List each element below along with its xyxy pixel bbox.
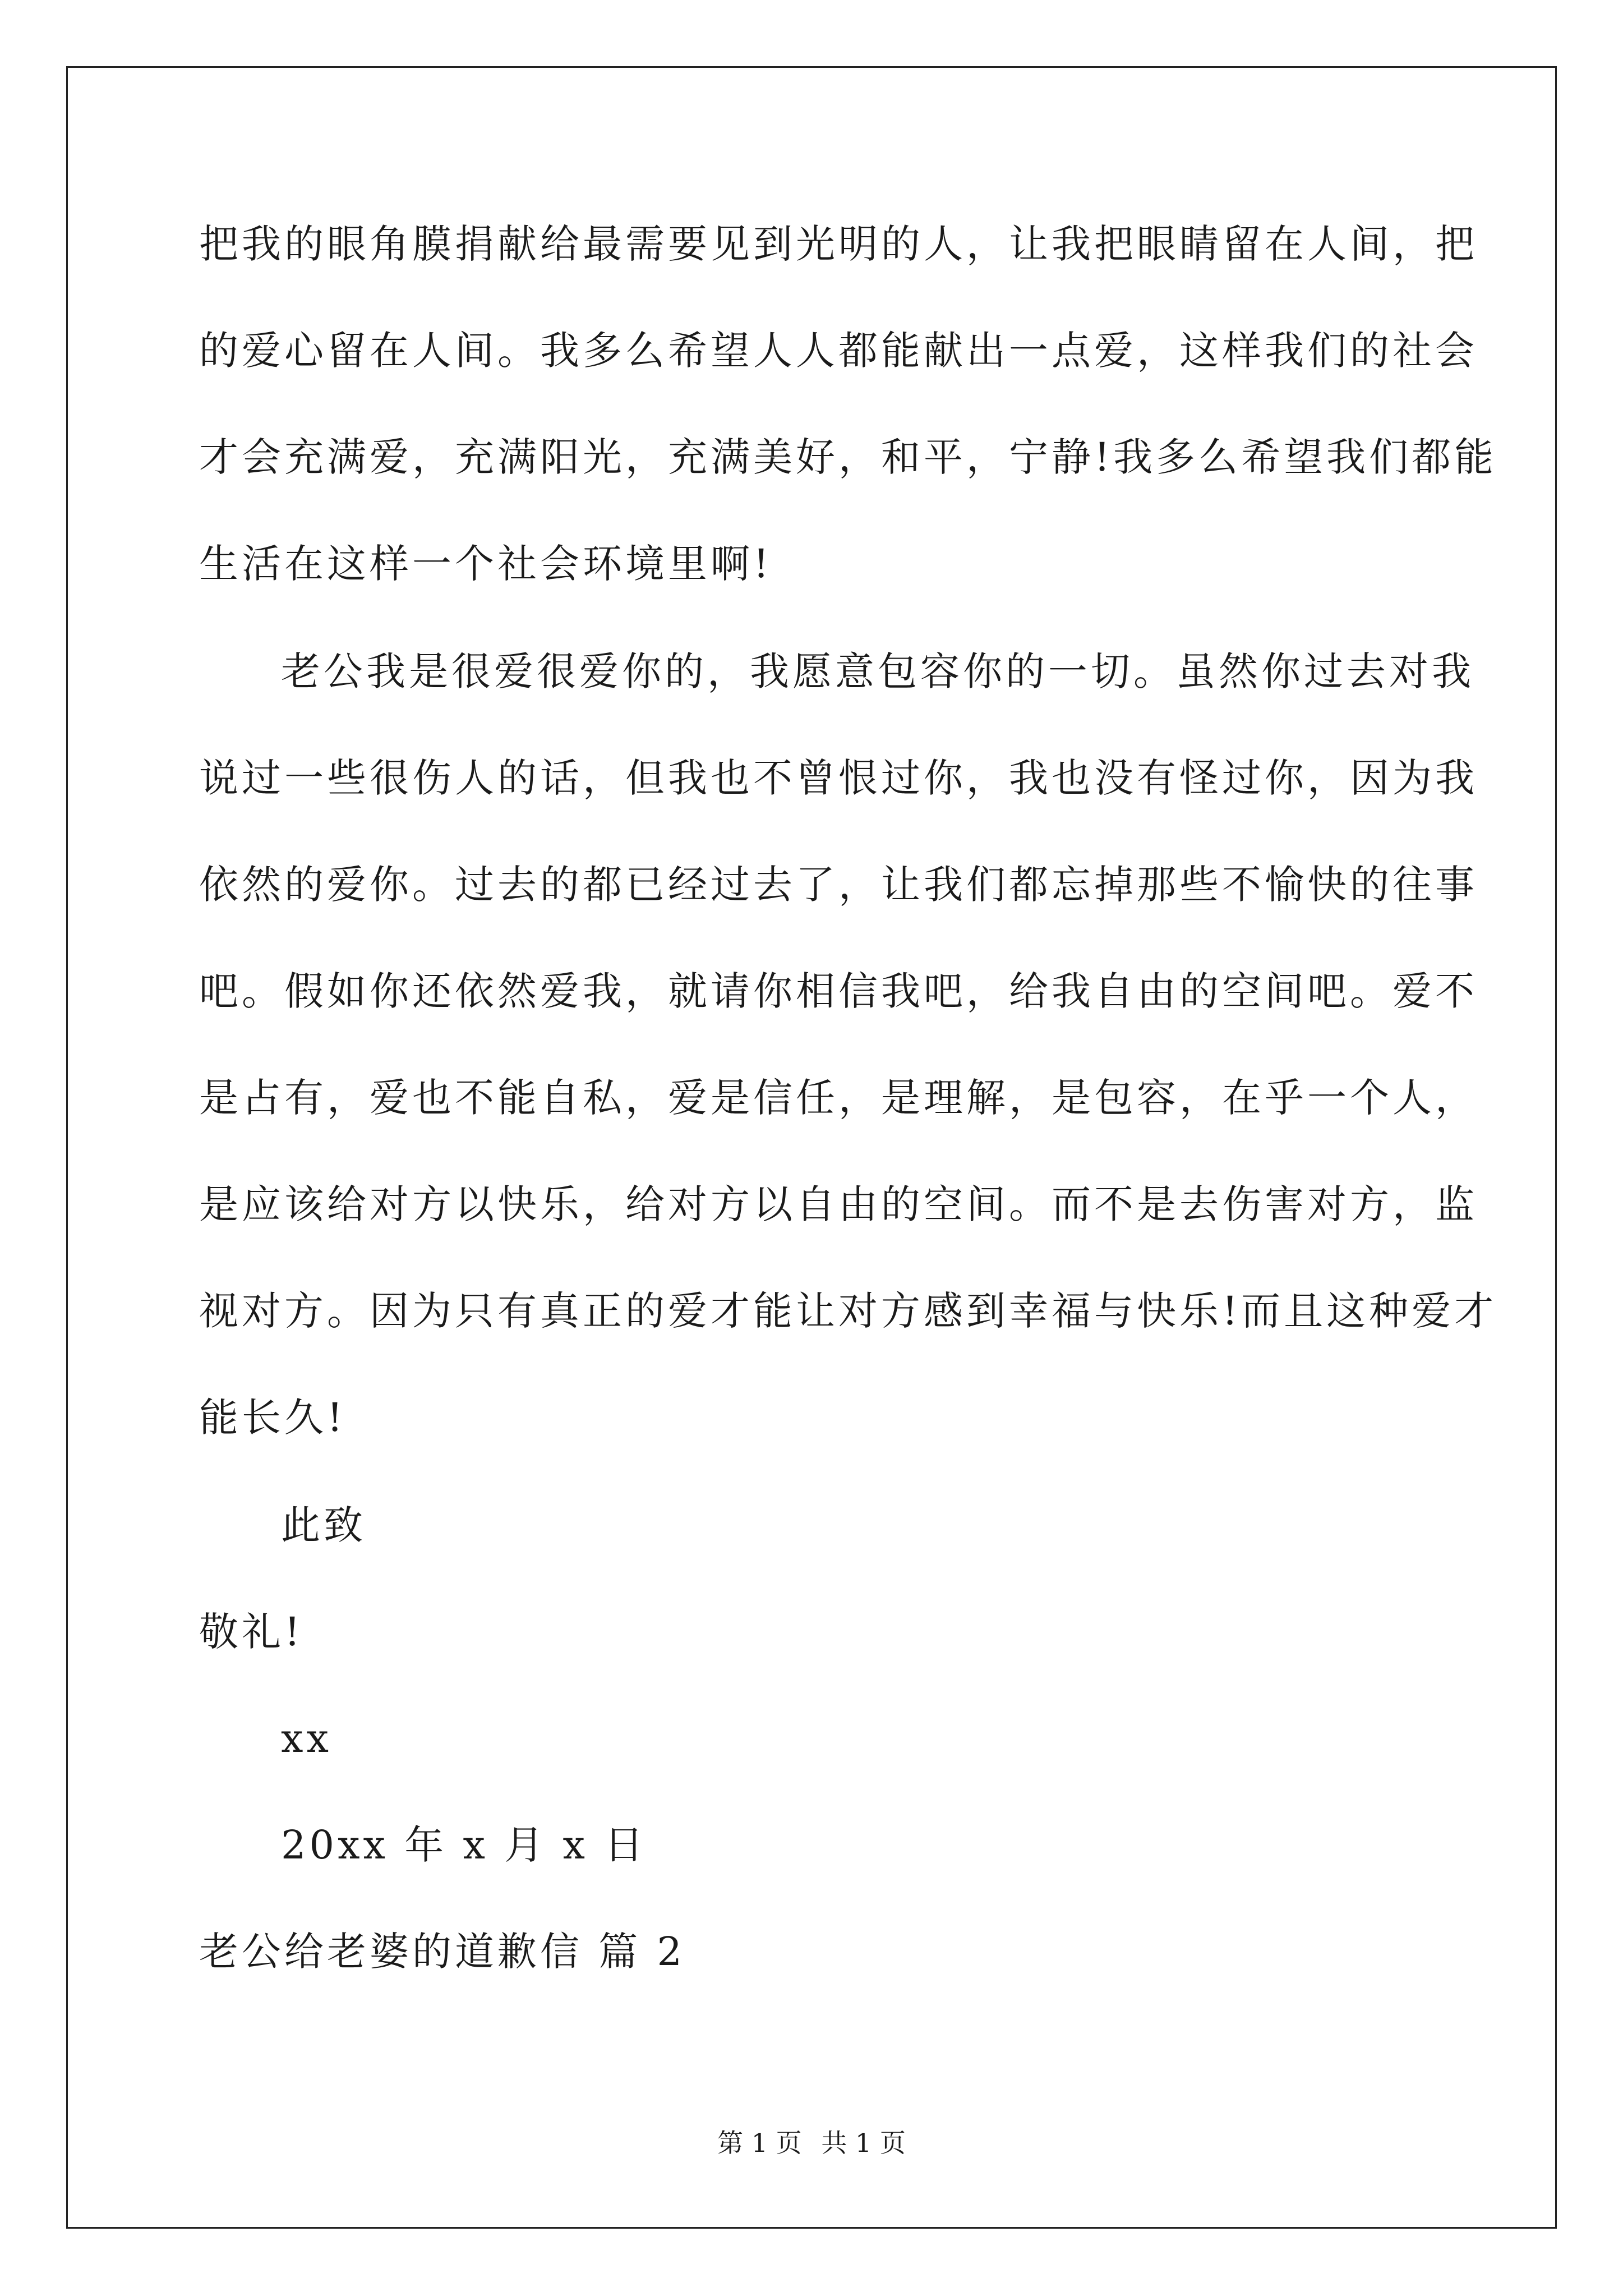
signature-text: xx [281,1715,332,1761]
body-line-8: 吧。假如你还依然爱我，就请你相信我吧，给我自由的空间吧。爱不 [199,968,1478,1014]
body-line-1: 把我的眼角膜捐献给最需要见到光明的人，让我把眼睛留在人间，把 [199,221,1478,267]
body-line-12: 能长久! [199,1395,347,1441]
body-line-4: 生活在这样一个社会环境里啊! [199,541,773,587]
page-number-total: 共 1 页 [821,2128,906,2158]
date-text: 20xx 年 x 月 x 日 [281,1822,647,1868]
body-line-10: 是应该给对方以快乐，给对方以自由的空间。而不是去伤害对方，监 [199,1181,1478,1227]
body-line-6: 说过一些很伤人的话，但我也不曾恨过你，我也没有怪过你，因为我 [199,755,1478,801]
body-line-11: 视对方。因为只有真正的爱才能让对方感到幸福与快乐!而且这种爱才 [199,1288,1497,1334]
salute-text: 敬礼! [199,1609,304,1655]
body-line-5: 老公我是很爱很爱你的，我愿意包容你的一切。虽然你过去对我 [281,648,1474,694]
page-footer [0,2130,1623,2156]
body-line-2: 的爱心留在人间。我多么希望人人都能献出一点爱，这样我们的社会 [199,328,1478,374]
body-line-7: 依然的爱你。过去的都已经过去了，让我们都忘掉那些不愉快的往事 [199,862,1478,908]
page-number-current: 第 1 页 [717,2128,802,2158]
closing-text: 此致 [281,1502,366,1548]
next-article-title: 老公给老婆的道歉信 篇 2 [199,1929,686,1975]
body-line-3: 才会充满爱，充满阳光，充满美好，和平，宁静!我多么希望我们都能 [199,434,1497,480]
page-border [66,66,1557,2229]
body-line-9: 是占有，爱也不能自私，爱是信任，是理解，是包容，在乎一个人， [199,1075,1478,1121]
